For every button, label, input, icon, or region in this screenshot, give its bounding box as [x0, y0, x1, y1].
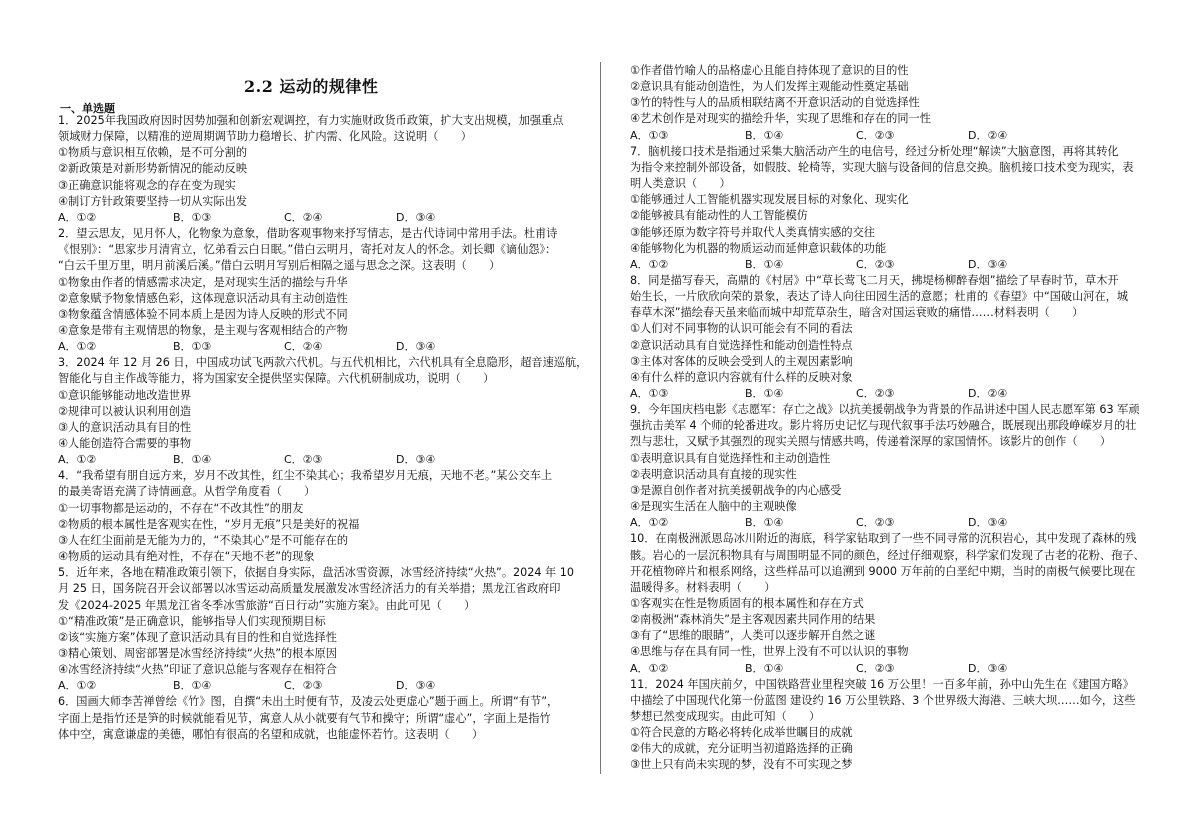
- text-line: 春草木深”描绘春天虽来临而城中却荒草杂生，暗含对国运衰败的痛惜……材料表明（ ）: [630, 306, 1084, 320]
- text-line: ④制订方针政策要坚持一切从实际出发: [58, 194, 248, 208]
- page-title: 2.2 运动的规律性: [244, 77, 379, 96]
- question-stem: 11．2024 年国庆前夕，中国铁路营业里程突破 16 万公里！一百多年前，孙中山先生在《建国方略》: [630, 677, 1134, 691]
- answer-option: B．①④: [745, 128, 784, 142]
- answer-option: B．①④: [745, 387, 784, 400]
- text-line: ③有了“思维的眼睛”，人类可以逐步解开自然之谜: [630, 629, 876, 643]
- text-line: ③物象蕴含情感体验不同本质上是因为诗人反映的形式不同: [58, 307, 348, 321]
- answer-option: D．③④: [968, 661, 1008, 675]
- text-line: ②能够被具有能动性的人工智能模仿: [630, 209, 808, 223]
- text-line: 领域财力保障，以精准的逆周期调节助力稳增长、扩内需、化风险。这说明（ ）: [58, 130, 472, 144]
- text-line: ②新政策是对新形势新情况的能动反映: [58, 162, 248, 176]
- text-line: ③人的意识活动具有目的性: [58, 420, 192, 434]
- answer-option: C．②③: [284, 679, 323, 693]
- text-line: ①一切事物都是运动的，不存在“不改其性”的朋友: [58, 501, 304, 515]
- answer-option: A．①②: [630, 661, 669, 675]
- text-line: ④冰雪经济持续“火热”印证了意识总能与客观存在相符合: [58, 663, 337, 677]
- question-stem: 6．国画大师李苦禅曾绘《竹》图，自撰“未出土时便有节，及凌云处更虚心”题于画上。所谓“有节”，: [58, 695, 559, 709]
- text-line: 为指令来控制外部设备，如假肢、轮椅等，实现大脑与设备间的信息交换。脑机接口技术变为现实，表: [630, 160, 1134, 174]
- answer-option: D．③④: [396, 679, 436, 693]
- question-stem: 8．同是描写春天，高鼎的《村居》中“草长莺飞二月天，拂堤杨柳醉春烟”描绘了早春时节，草木开: [630, 273, 1119, 287]
- text-line: ②表明意识活动具有直接的现实性: [630, 467, 797, 481]
- answer-option: C．②④: [284, 210, 323, 224]
- question-stem: 5．近年来，各地在精准政策引领下，依据自身实际，盘活冰雪资源，冰雪经济持续“火热”。2024 年 10: [58, 566, 575, 580]
- text-line: ③人在红尘面前是无能为力的，“不染其心”是不可能存在的: [58, 533, 349, 547]
- answer-option: B．①③: [173, 340, 212, 354]
- text-line: ②意象赋予物象情感色彩，这体现意识活动具有主动创造性: [58, 291, 348, 305]
- answer-option: C．②③: [856, 128, 895, 142]
- section-heading: 一、单选题: [60, 102, 115, 115]
- text-line: ④物质的运动具有绝对性，不存在“天地不老”的现象: [58, 550, 315, 564]
- answer-option: C．②③: [284, 453, 323, 467]
- text-line: ②该“实施方案”体现了意识活动具有目的性和自觉选择性: [58, 630, 337, 644]
- text-line: ②伟大的成就，充分证明当初道路选择的正确: [630, 742, 853, 756]
- text-line: ①意识能够能动地改造世界: [58, 388, 192, 402]
- answer-option: D．③④: [968, 257, 1008, 271]
- answer-option: B．①④: [745, 661, 784, 675]
- answer-option: D．③④: [968, 516, 1008, 530]
- answer-option: A．①②: [58, 679, 97, 693]
- answer-option: C．②④: [284, 340, 323, 354]
- column-divider: [600, 62, 601, 774]
- text-line: ③是源自创作者对抗美援朝战争的内心感受: [630, 483, 842, 497]
- text-line: 骸。岩心的一层沉积物具有与周围明显不同的颜色，经过仔细观察，科学家们发现了古老的花粉、孢子、: [630, 548, 1145, 562]
- text-line: ④有什么样的意识内容就有什么样的反映对象: [630, 370, 853, 384]
- question-stem: 4．“我希望有朋自远方来，岁月不改其性，红尘不染其心；我希望岁月无痕，天地不老。”某公交车上: [58, 469, 553, 483]
- answer-option: B．①③: [173, 210, 212, 224]
- answer-option: C．②③: [856, 661, 895, 675]
- text-line: ③竹的特性与人的品质相联结离不开意识活动的自觉选择性: [630, 96, 920, 110]
- answer-option: B．①④: [745, 516, 784, 530]
- text-line: ②南极洲“森林消失”是主客观因素共同作用的结果: [630, 613, 876, 627]
- text-line: 《恨别》：“思家步月清宵立，忆弟看云白日眠。”借白云明月，寄托对友人的怀念。刘长卿《谪仙怨》：: [58, 243, 557, 257]
- answer-option: C．②③: [856, 516, 895, 530]
- text-line: ①人们对不同事物的认识可能会有不同的看法: [630, 322, 853, 336]
- text-line: ①表明意识具有自觉选择性和主动创造性: [630, 451, 831, 465]
- text-line: ①物象由作者的情感需求决定，是对现实生活的描绘与升华: [58, 275, 348, 289]
- answer-option: D．③④: [396, 210, 436, 224]
- text-line: ③能够还原为数字符号并取代人类真情实感的交往: [630, 225, 875, 239]
- text-line: 开花植物碎片和根系网络，这些样品可以追溯到 9000 万年前的白垩纪中期，当时的南极气候要比现在: [630, 564, 1136, 578]
- question-stem: 10．在南极洲派恩岛冰川附近的海底，科学家钻取到了一些不同寻常的沉积岩心，其中发现了森林的残: [630, 532, 1137, 546]
- text-line: 体中空，寓意谦虚的美德，哪怕有很高的名望和成就，也能虚怀若竹。这表明（ ）: [58, 727, 484, 741]
- text-line: 发《2024-2025 年黑龙江省冬季冰雪旅游“百日行动”实施方案》。由此可见（ ）: [58, 598, 476, 612]
- text-line: ③精心策划、周密部署是冰雪经济持续“火热”的根本原因: [58, 646, 337, 660]
- answer-option: B．①④: [173, 453, 212, 467]
- answer-option: D．③④: [396, 453, 436, 467]
- text-line: “白云千里万里，明月前溪后溪。”借白云明月写别后相隔之遥与思念之深。这表明（ ）: [58, 259, 501, 273]
- question-stem: 9．今年国庆档电影《志愿军：存亡之战》以抗美援朝战争为背景的作品讲述中国人民志愿军第 63 军顽: [630, 403, 1140, 417]
- answer-option: A．①③: [630, 387, 669, 400]
- text-line: ①物质与意识相互依赖，是不可分割的: [58, 146, 248, 160]
- question-stem: 2．望云思友，见月怀人，化物象为意象，借助客观事物来抒写情志，是古代诗词中常用手法。杜甫诗: [58, 227, 558, 241]
- text-line: 梦想已然变成现实。由此可知（ ）: [630, 710, 821, 723]
- text-line: ①“精准政策”是正确意识，能够指导人们实现预期目标: [58, 614, 326, 628]
- answer-option: A．①②: [630, 257, 669, 271]
- text-line: 的最美寄语充满了诗情画意。从哲学角度看（ ）: [58, 485, 316, 499]
- text-line: 字面上是指竹还是笋的时候就能看见节，寓意人从小就要有气节和操守；所谓“虚心”，字面上是指竹: [58, 711, 551, 725]
- answer-option: B．①④: [173, 679, 212, 693]
- text-line: ④能够物化为机器的物质运动而延伸意识载体的功能: [630, 241, 887, 255]
- text-line: ②物质的根本属性是客观实在性，“岁月无痕”只是美好的祝福: [58, 517, 360, 531]
- text-line: 强抗击美军 4 个师的轮番进攻。影片将历史记忆与现代叙事手法巧妙融合，既展现出那段峥嵘岁月的壮: [630, 419, 1137, 433]
- text-line: ①能够通过人工智能机器实现发展目标的对象化、现实化: [630, 193, 909, 207]
- text-line: 烈与悲壮，又赋予其强烈的现实关照与情感共鸣，传递着深厚的家国情怀。该影片的创作（ ）: [630, 435, 1112, 449]
- answer-option: A．①②: [58, 453, 97, 467]
- answer-option: A．①②: [58, 340, 97, 354]
- text-line: 温暖得多。材料表明（ ）: [630, 580, 776, 594]
- text-line: ②规律可以被认识利用创造: [58, 404, 192, 418]
- text-line: ④思维与存在具有同一性，世界上没有不可以认识的事物: [630, 645, 909, 659]
- text-line: ③世上只有尚未实现的梦，没有不可实现之梦: [630, 758, 853, 772]
- text-line: ③正确意识能将观念的存在变为现实: [58, 178, 236, 192]
- text-line: 智能化与自主作战等能力，将为国家安全提供坚实保障。六代机研制成功，说明（ ）: [58, 372, 495, 386]
- text-line: 明人类意识（ ）: [630, 177, 731, 191]
- text-line: ④艺术创作是对现实的描绘升华，实现了思维和存在的同一性: [630, 112, 931, 126]
- answer-option: D．③④: [396, 340, 436, 354]
- text-line: 中描绘了中国现代化第一份蓝图 建设约 16 万公里铁路、3 个世界级大海港、三峡大坝……如今，这些: [630, 693, 1136, 707]
- text-line: ②意识具有能动创造性，为人们发挥主观能动性奠定基础: [630, 80, 909, 94]
- answer-option: D．②④: [968, 387, 1008, 400]
- answer-option: A．①③: [630, 128, 669, 142]
- answer-option: C．②③: [856, 387, 895, 400]
- answer-option: C．②③: [856, 257, 895, 271]
- question-stem: 3．2024 年 12 月 26 日，中国成功试飞两款六代机。与五代机相比，六代机具有全息隐形，超音速巡航，: [58, 356, 588, 370]
- text-line: ③主体对客体的反映会受到人的主观因素影响: [630, 354, 853, 368]
- text-line: ②意识活动具有自觉选择性和能动创造性特点: [630, 338, 853, 352]
- answer-option: D．②④: [968, 128, 1008, 142]
- question-stem: 1．2025年我国政府因时因势加强和创新宏观调控，有力实施财政货币政策，扩大支出规模，加强重点: [58, 114, 564, 127]
- question-stem: 7．脑机接口技术是指通过采集大脑活动产生的电信号，经过分析处理“解读”大脑意图，再将其转化: [630, 144, 1119, 158]
- text-line: ①客观实在性是物质固有的根本属性和存在方式: [630, 596, 864, 610]
- answer-option: A．①②: [630, 516, 669, 530]
- text-line: 月 25 日，国务院召开会议部署以冰雪运动高质量发展激发冰雪经济活力的有关举措；黑龙江省政府印: [58, 582, 561, 596]
- answer-option: A．①②: [58, 210, 97, 224]
- text-line: ④意象是带有主观情思的物象，是主观与客观相结合的产物: [58, 323, 348, 337]
- answer-option: B．①④: [745, 257, 784, 271]
- text-line: ①作者借竹喻人的品格虚心且能自持体现了意识的目的性: [630, 64, 909, 77]
- text-line: ④人能创造符合需要的事物: [58, 437, 192, 450]
- text-line: ④是现实生活在人脑中的主观映像: [630, 500, 797, 514]
- text-line: ①符合民意的方略必将转化成举世瞩目的成就: [630, 726, 853, 740]
- text-line: 始生长，一片欣欣向荣的景象，表达了诗人向往田园生活的意愿；杜甫的《春望》中“国破山河在，城: [630, 290, 1129, 304]
